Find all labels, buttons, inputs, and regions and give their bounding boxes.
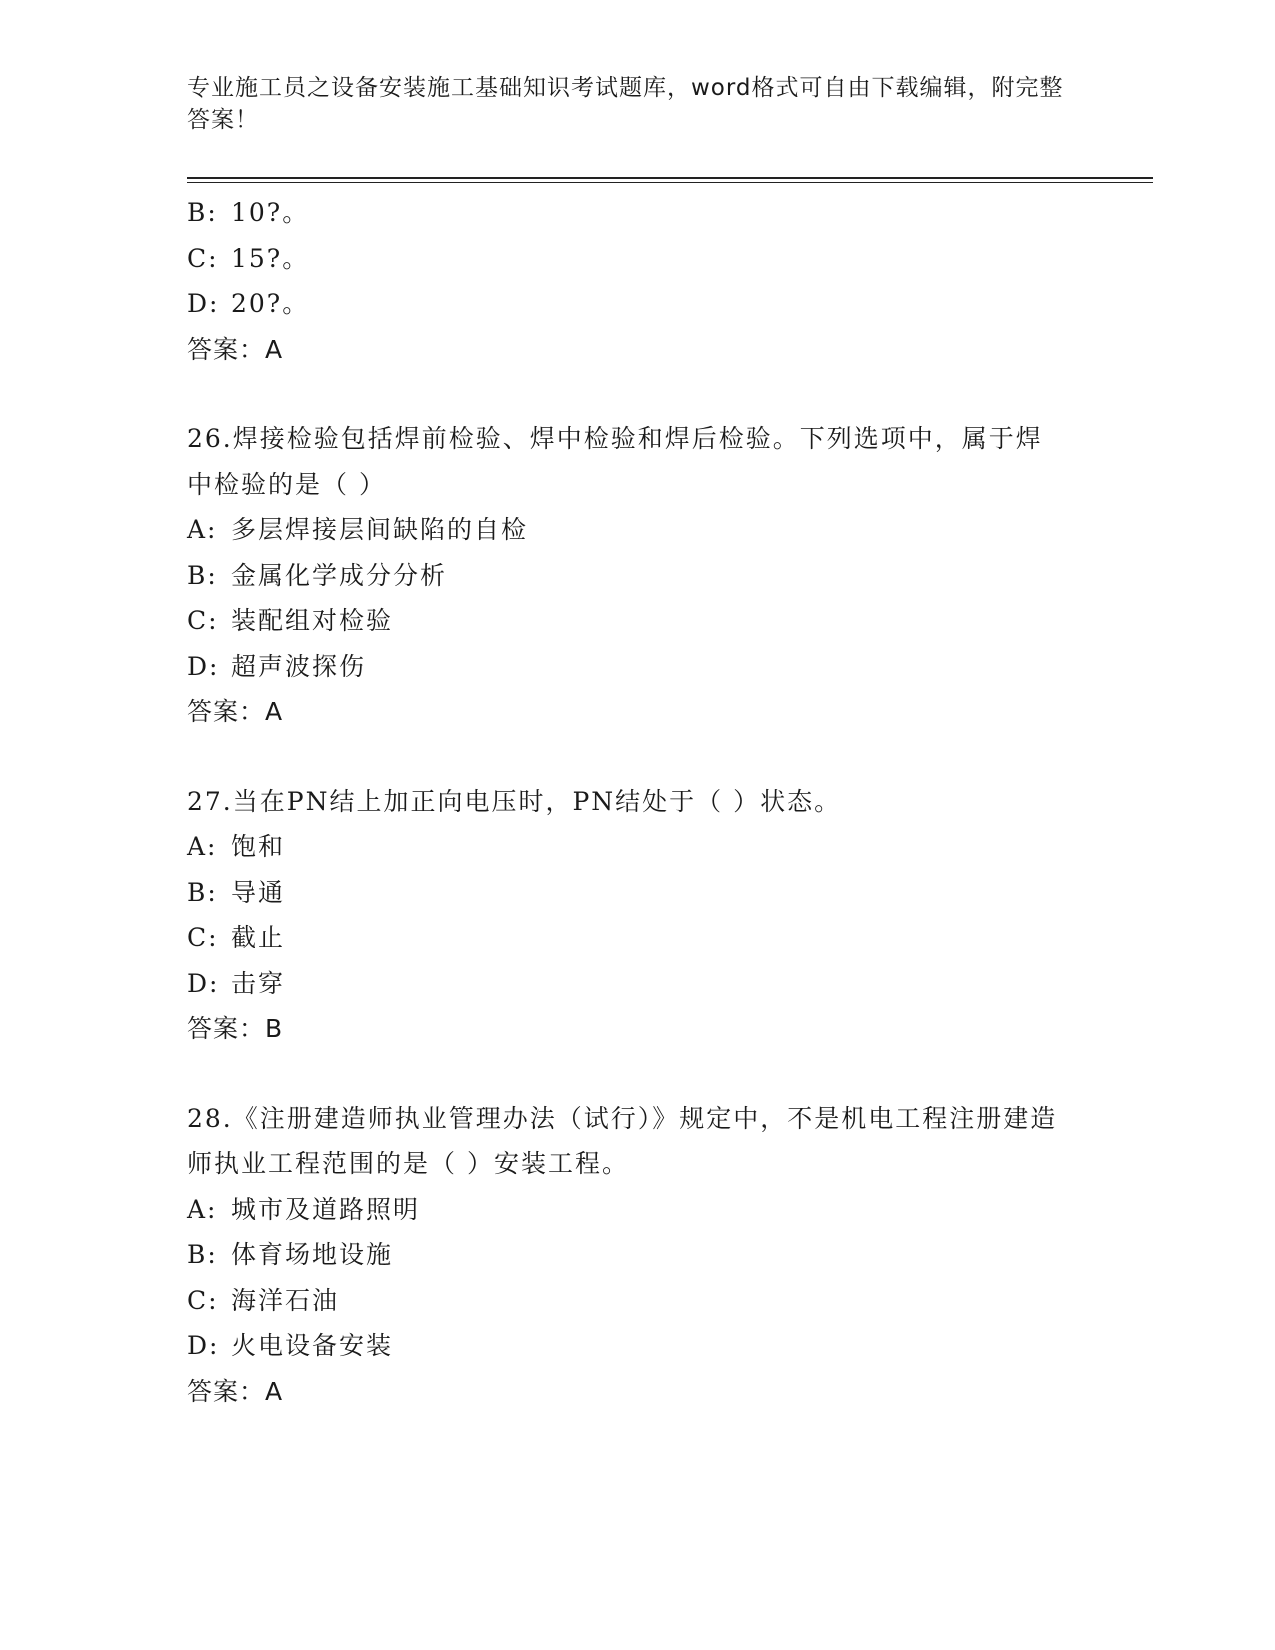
option-d: D: 20?。 [187,289,310,318]
option-a: A: 城市及道路照明 [187,1194,421,1224]
answer-line: 答案：A [187,334,284,364]
option-c: C: 15?。 [187,243,310,273]
option-a: A: 多层焊接层间缺陷的自检 [187,515,529,544]
option-d: D: 击穿 [187,968,286,998]
page-header: 专业施工员之设备安装施工基础知识考试题库，word格式可自由下载编辑，附完整答案！ [187,75,1064,133]
question-28 [187,1096,1087,1415]
question-text: 26.焊接检验包括焊前检验、焊中检验和焊后检验。下列选项中，属于焊中检验的是（ ） [187,424,1043,499]
question-text: 28.《注册建造师执业管理办法（试行）》规定中，不是机电工程注册建造师执业工程范围的是（ ）安装工程。 [187,1103,1058,1178]
option-c: C: 海洋石油 [187,1285,340,1315]
question-list [187,190,1087,1414]
header-divider-thick [187,177,1153,179]
question-text: 27.当在PN结上加正向电压时，PN结处于（ ）状态。 [187,786,842,816]
option-c: C: 装配组对检验 [187,606,394,635]
answer-line: 答案：A [187,697,284,726]
option-b: B: 导通 [187,877,286,907]
option-d: D: 超声波探伤 [187,651,367,681]
question-27 [187,779,1087,1052]
answer-line: 答案：A [187,1376,284,1406]
option-c: C: 截止 [187,923,286,952]
option-b: B: 10?。 [187,198,310,227]
option-b: B: 金属化学成分分析 [187,560,448,590]
option-d: D: 火电设备安装 [187,1331,394,1360]
option-a: A: 饱和 [187,832,286,861]
header-divider-thin [187,182,1153,183]
option-b: B: 体育场地设施 [187,1240,394,1269]
question-26 [187,416,1087,735]
answer-line: 答案：B [187,1014,284,1043]
question-25-continuation [187,190,1087,372]
